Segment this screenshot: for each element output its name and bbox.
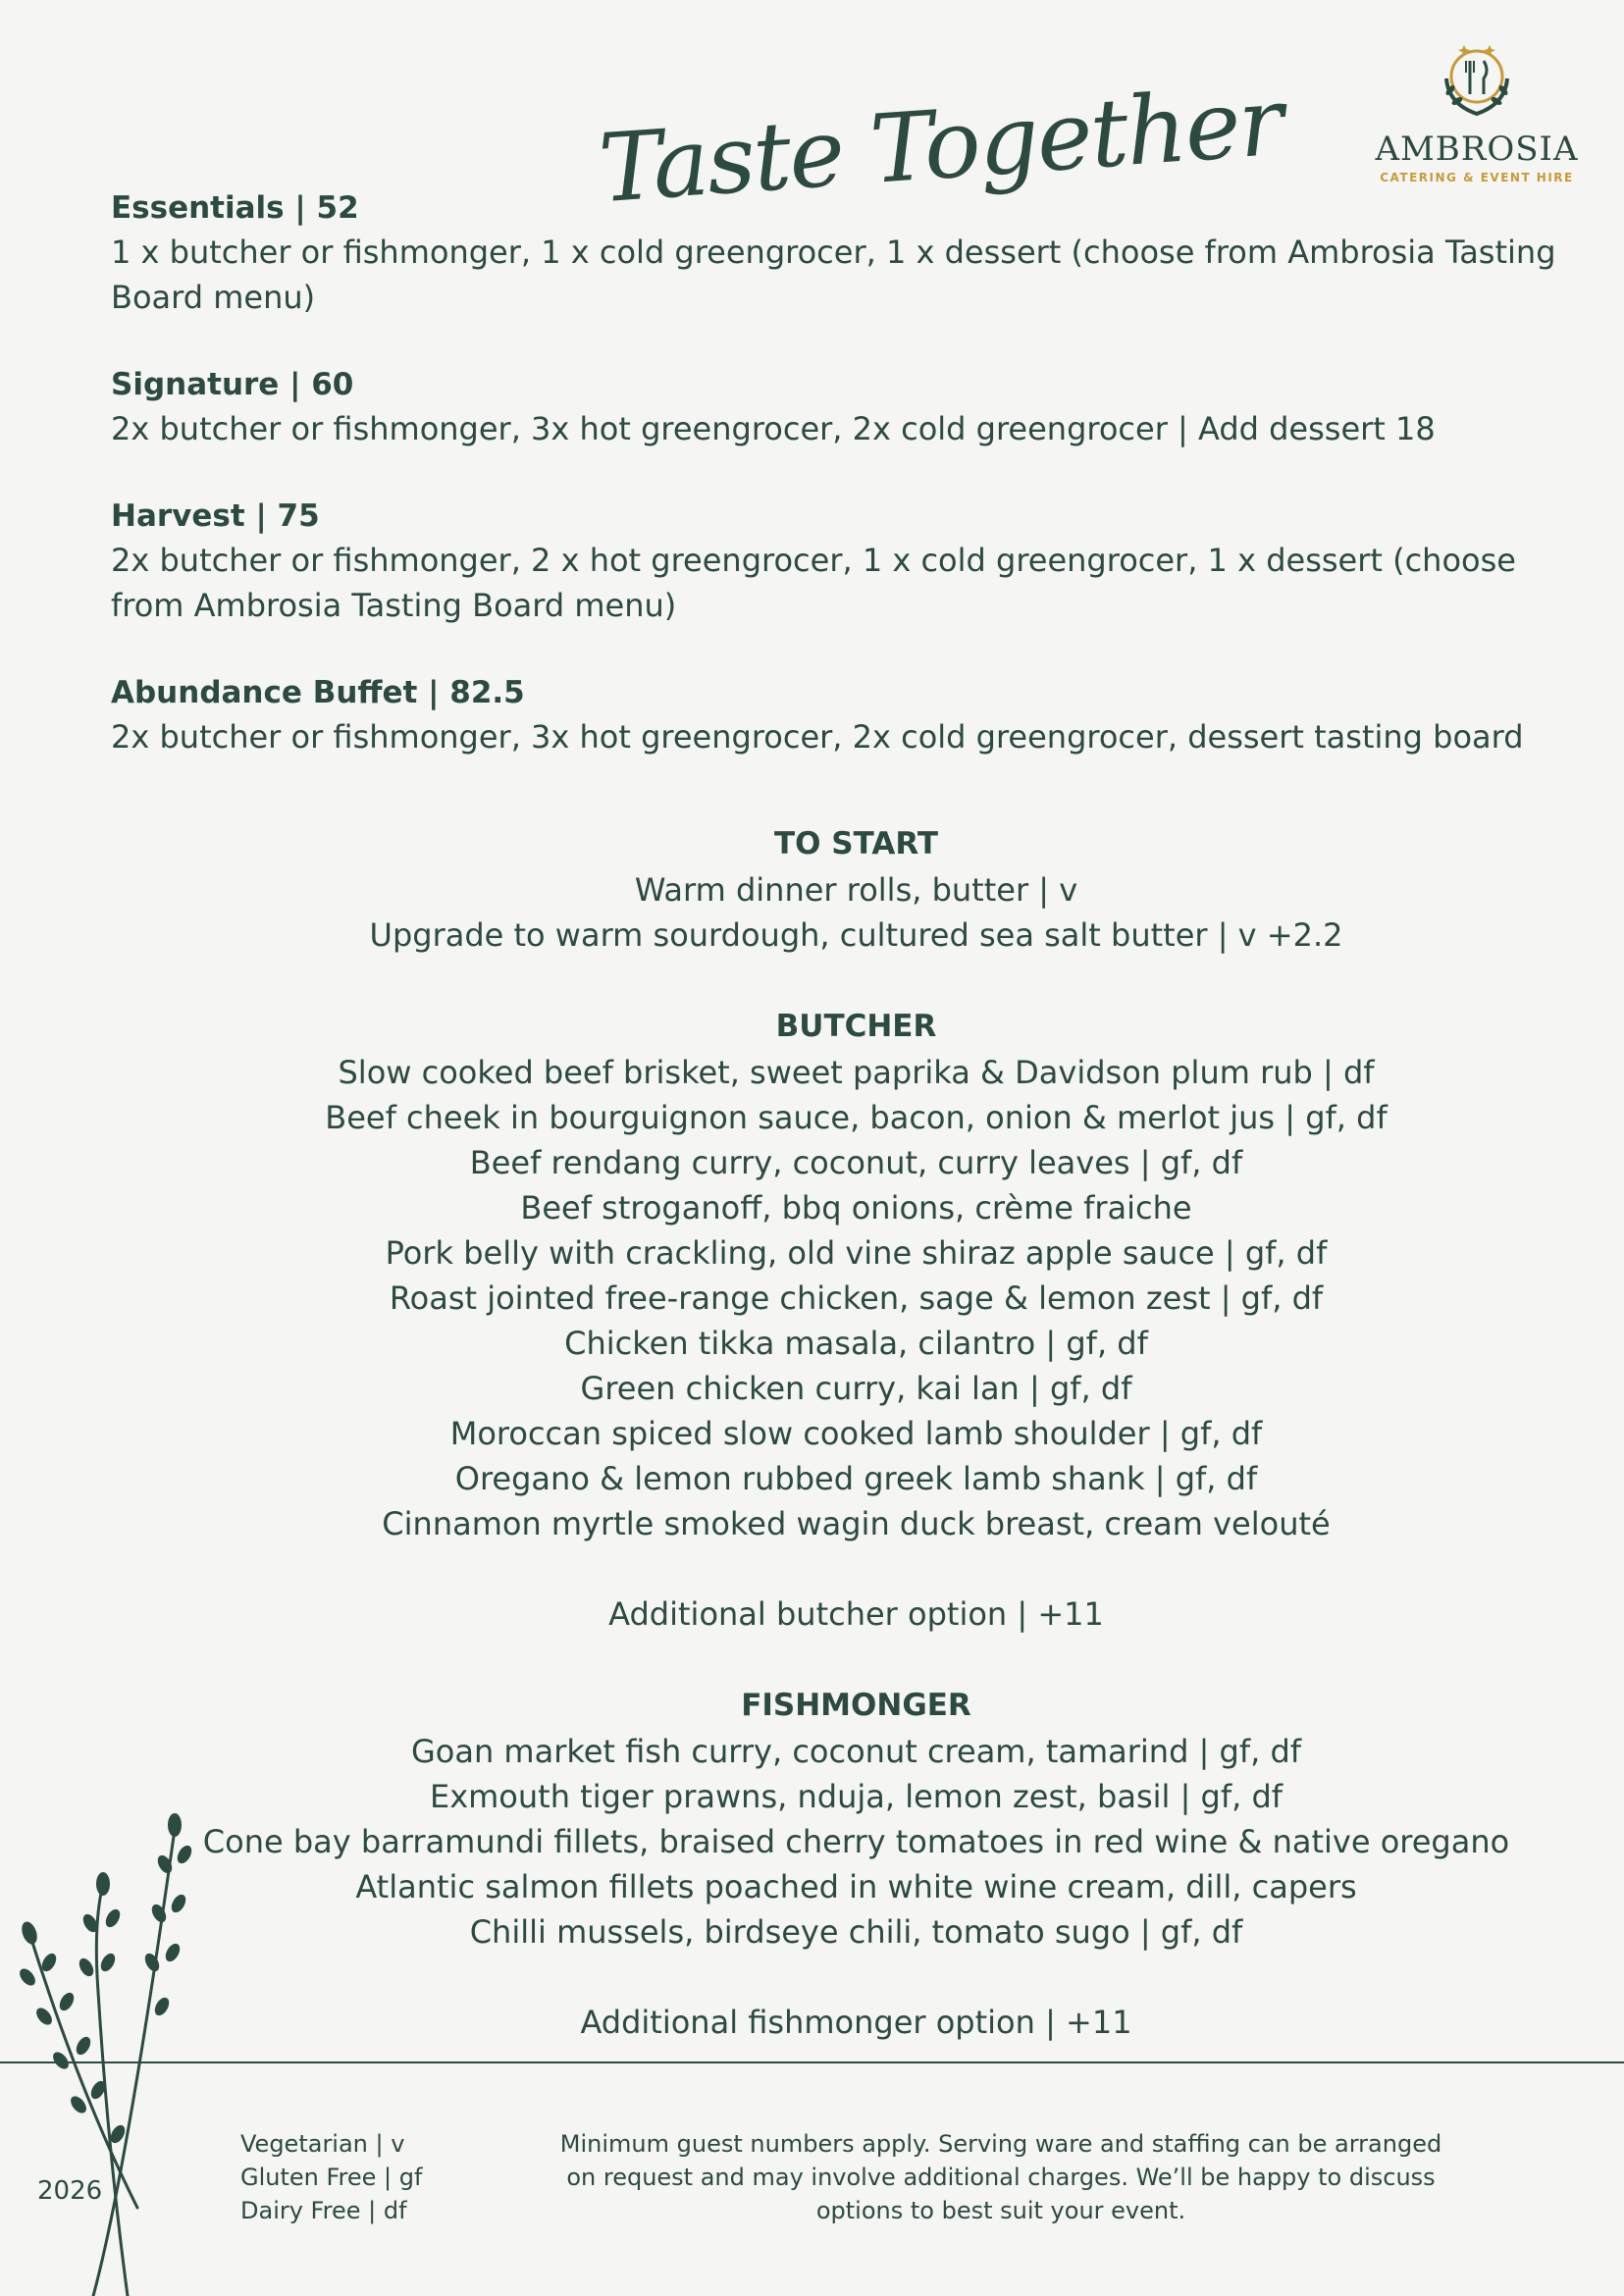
dietary-legend xyxy=(240,2127,422,2227)
footer-divider xyxy=(0,2061,1624,2063)
footer-note xyxy=(545,2127,1457,2227)
legend-vegetarian: Vegetarian | v xyxy=(240,2130,405,2158)
logo-name: AMBROSIA xyxy=(1375,130,1579,169)
menu-script-title: Taste Together xyxy=(595,66,1285,225)
menu-item: Cinnamon myrtle smoked wagin duck breast, cream velouté xyxy=(382,1505,1331,1542)
logo-subtitle: CATERING & EVENT HIRE xyxy=(1380,171,1574,184)
footer-note-line: on request and may involve additional charges. We’ll be happy to discuss xyxy=(566,2164,1436,2191)
legend-dairy-free: Dairy Free | df xyxy=(240,2197,407,2224)
menu-item: Warm dinner rolls, butter | v xyxy=(634,871,1078,909)
package-title: Harvest | 75 xyxy=(111,498,320,534)
additional-option: Additional fishmonger option | +11 xyxy=(580,2004,1132,2041)
package-description: 2x butcher or fishmonger, 2 x hot greengrocer, 1 x cold greengrocer, 1 x dessert (choose from Ambrosia Tasting Board menu) xyxy=(111,542,1516,624)
package-abundance-buffet xyxy=(111,671,1593,759)
menu-item: Exmouth tiger prawns, nduja, lemon zest, basil | gf, df xyxy=(429,1778,1283,1815)
herb-sprig-icon xyxy=(0,1796,216,2296)
section-to-start xyxy=(0,820,1624,958)
package-signature xyxy=(111,363,1593,451)
legend-gluten-free: Gluten Free | gf xyxy=(240,2164,423,2191)
package-title: Abundance Buffet | 82.5 xyxy=(111,675,525,710)
footer-note-line: options to best suit your event. xyxy=(815,2197,1186,2224)
package-description: 2x butcher or fishmonger, 3x hot greengrocer, 2x cold greengrocer, dessert tasting board xyxy=(111,718,1524,756)
package-essentials xyxy=(111,186,1593,320)
package-title: Signature | 60 xyxy=(111,367,354,402)
package-list xyxy=(111,186,1593,803)
ambrosia-logo xyxy=(1354,39,1599,184)
section-heading: TO START xyxy=(774,826,938,861)
menu-item: Cone bay barramundi fillets, braised cherry tomatoes in red wine & native oregano xyxy=(202,1823,1510,1860)
package-title: Essentials | 52 xyxy=(111,190,359,226)
menu-item: Oregano & lemon rubbed greek lamb shank | gf, df xyxy=(454,1460,1258,1497)
menu-item: Goan market fish curry, coconut cream, tamarind | gf, df xyxy=(410,1733,1302,1770)
section-heading: BUTCHER xyxy=(775,1009,937,1044)
menu-item: Chicken tikka masala, cilantro | gf, df xyxy=(564,1325,1148,1362)
menu-sections xyxy=(0,820,1624,2090)
package-harvest xyxy=(111,495,1593,628)
menu-item: Green chicken curry, kai lan | gf, df xyxy=(580,1370,1132,1407)
menu-item: Atlantic salmon fillets poached in white wine cream, dill, capers xyxy=(355,1868,1357,1905)
wreath-fork-knife-icon xyxy=(1433,39,1521,128)
menu-year: 2026 xyxy=(37,2176,103,2206)
footer-note-line: Minimum guest numbers apply. Serving ware and staffing can be arranged xyxy=(559,2130,1442,2158)
menu-item: Chilli mussels, birdseye chili, tomato sugo | gf, df xyxy=(469,1913,1243,1951)
package-description: 1 x butcher or fishmonger, 1 x cold greengrocer, 1 x dessert (choose from Ambrosia Tasting Board menu) xyxy=(111,234,1556,316)
menu-item: Roast jointed free-range chicken, sage & lemon zest | gf, df xyxy=(389,1279,1324,1317)
section-heading: FISHMONGER xyxy=(741,1688,971,1723)
package-description: 2x butcher or fishmonger, 3x hot greengrocer, 2x cold greengrocer | Add dessert 18 xyxy=(111,410,1436,447)
menu-item: Pork belly with crackling, old vine shiraz apple sauce | gf, df xyxy=(385,1234,1328,1272)
menu-item: Slow cooked beef brisket, sweet paprika & Davidson plum rub | df xyxy=(338,1054,1375,1091)
menu-item: Upgrade to warm sourdough, cultured sea salt butter | v +2.2 xyxy=(369,916,1343,954)
menu-item: Beef cheek in bourguignon sauce, bacon, onion & merlot jus | gf, df xyxy=(325,1099,1388,1136)
section-butcher xyxy=(0,1003,1624,1637)
section-fishmonger xyxy=(0,1682,1624,2045)
menu-item: Moroccan spiced slow cooked lamb shoulder | gf, df xyxy=(449,1415,1263,1452)
additional-option: Additional butcher option | +11 xyxy=(608,1595,1104,1633)
menu-item: Beef stroganoff, bbq onions, crème fraiche xyxy=(520,1189,1192,1226)
menu-item: Beef rendang curry, coconut, curry leaves | gf, df xyxy=(469,1144,1243,1181)
